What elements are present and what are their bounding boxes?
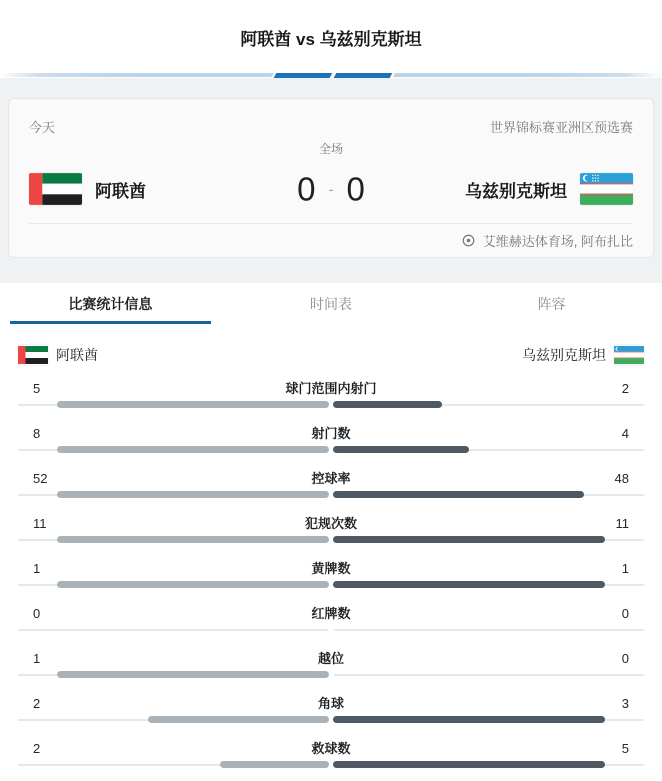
stat-away-value: 2 bbox=[621, 381, 629, 396]
stats-home-team bbox=[18, 345, 98, 365]
stats-home-team-name: 阿联酋 bbox=[56, 347, 98, 363]
stat-bar-track-right bbox=[334, 674, 644, 676]
stat-away-value: 0 bbox=[621, 606, 629, 621]
tab-lineups[interactable] bbox=[441, 283, 662, 324]
stat-bar-away bbox=[333, 401, 442, 408]
stat-row bbox=[18, 732, 644, 777]
stat-bar-away bbox=[333, 446, 469, 453]
stat-label: 黄牌数 bbox=[311, 561, 351, 576]
page-header bbox=[0, 0, 662, 73]
venue-row bbox=[29, 223, 633, 257]
stat-label: 角球 bbox=[317, 696, 344, 711]
tab-lineups-label: 阵容 bbox=[537, 295, 566, 312]
stat-home-value: 52 bbox=[33, 471, 48, 486]
stat-bar-area bbox=[18, 581, 644, 589]
uzbekistan-flag-icon bbox=[580, 173, 633, 205]
stat-home-value: 2 bbox=[33, 741, 41, 756]
away-team-name: 乌兹别克斯坦 bbox=[465, 181, 567, 201]
divider-dark-segment-left bbox=[331, 73, 396, 78]
stat-label: 救球数 bbox=[311, 741, 351, 756]
stat-bar-area bbox=[18, 626, 644, 634]
stat-label: 射门数 bbox=[311, 426, 351, 441]
tab-match-stats-label: 比赛统计信息 bbox=[68, 295, 153, 312]
stat-bar-track-left bbox=[18, 629, 328, 631]
stat-away-value: 3 bbox=[621, 696, 629, 711]
stat-bar-track-right bbox=[334, 629, 644, 631]
competition-label: 世界锦标赛亚洲区预选赛 bbox=[489, 120, 633, 135]
stat-bar-away bbox=[333, 491, 584, 498]
stat-label: 越位 bbox=[317, 651, 344, 666]
stat-row bbox=[18, 372, 644, 417]
stats-team-header bbox=[18, 343, 644, 367]
stat-label: 红牌数 bbox=[311, 606, 351, 621]
home-score: 0 bbox=[297, 170, 316, 208]
stat-home-value: 0 bbox=[33, 606, 41, 621]
stat-home-value: 1 bbox=[33, 561, 41, 576]
away-score: 0 bbox=[346, 170, 365, 208]
divider-dark-segment-right bbox=[271, 73, 336, 78]
tab-timeline[interactable] bbox=[221, 283, 442, 324]
period-label: 全场 bbox=[318, 142, 343, 156]
stat-away-value: 4 bbox=[621, 426, 629, 441]
stat-label: 犯规次数 bbox=[304, 516, 357, 531]
venue-label: 艾维赫达体育场, 阿布扎比 bbox=[482, 234, 633, 249]
stat-bar-home bbox=[220, 761, 329, 768]
stat-bar-area bbox=[18, 536, 644, 544]
page-title: 阿联酋 vs 乌兹别克斯坦 bbox=[240, 30, 422, 49]
stat-bar-area bbox=[18, 401, 644, 409]
stats-content bbox=[0, 343, 662, 777]
stat-home-value: 1 bbox=[33, 651, 41, 666]
stat-bar-home bbox=[57, 581, 329, 588]
stats-away-team bbox=[522, 345, 644, 365]
stat-away-value: 48 bbox=[614, 471, 629, 486]
stat-bar-home bbox=[57, 491, 329, 498]
stat-row bbox=[18, 642, 644, 687]
uae-flag-icon bbox=[18, 345, 48, 365]
stat-away-value: 0 bbox=[621, 651, 629, 666]
location-pin-icon bbox=[461, 233, 476, 248]
stat-away-value: 1 bbox=[621, 561, 629, 576]
stat-bar-home bbox=[57, 446, 329, 453]
stat-row bbox=[18, 687, 644, 732]
score bbox=[297, 170, 365, 208]
stat-row bbox=[18, 462, 644, 507]
tab-match-stats[interactable] bbox=[0, 283, 221, 324]
stat-home-value: 8 bbox=[33, 426, 41, 441]
stat-bar-area bbox=[18, 716, 644, 724]
stats-rows bbox=[18, 372, 644, 777]
stat-away-value: 11 bbox=[615, 516, 629, 531]
stat-bar-away bbox=[333, 761, 605, 768]
score-separator: - bbox=[328, 181, 334, 199]
stats-panel bbox=[0, 283, 662, 781]
stat-bar-area bbox=[18, 491, 644, 499]
tab-timeline-label: 时间表 bbox=[310, 295, 352, 312]
home-team bbox=[29, 173, 146, 205]
stat-home-value: 11 bbox=[33, 516, 47, 531]
stat-label: 控球率 bbox=[311, 471, 351, 486]
date-label: 今天 bbox=[29, 120, 56, 135]
stat-home-value: 2 bbox=[33, 696, 41, 711]
stat-row bbox=[18, 552, 644, 597]
stat-bar-home bbox=[148, 716, 329, 723]
teams-row bbox=[29, 169, 633, 209]
stat-bar-away bbox=[333, 536, 605, 543]
stat-row bbox=[18, 507, 644, 552]
stat-bar-home bbox=[57, 536, 329, 543]
stat-bar-area bbox=[18, 446, 644, 454]
uae-flag-icon bbox=[29, 173, 82, 205]
away-team bbox=[465, 173, 633, 205]
tabs-bar bbox=[0, 283, 662, 324]
stat-bar-home bbox=[57, 401, 329, 408]
stat-bar-area bbox=[18, 761, 644, 769]
home-team-name: 阿联酋 bbox=[95, 181, 146, 201]
stat-row bbox=[18, 417, 644, 462]
stat-bar-away bbox=[333, 716, 605, 723]
stat-bar-home bbox=[57, 671, 329, 678]
stat-home-value: 5 bbox=[33, 381, 41, 396]
stats-away-team-name: 乌兹别克斯坦 bbox=[522, 347, 606, 363]
stat-bar-area bbox=[18, 671, 644, 679]
uzbekistan-flag-icon bbox=[614, 345, 644, 365]
header-divider bbox=[0, 73, 662, 78]
match-card bbox=[8, 98, 654, 258]
active-tab-underline bbox=[10, 321, 211, 324]
stat-row bbox=[18, 597, 644, 642]
stat-bar-away bbox=[333, 581, 605, 588]
stat-away-value: 5 bbox=[621, 741, 629, 756]
stat-label: 球门范围内射门 bbox=[285, 381, 377, 396]
